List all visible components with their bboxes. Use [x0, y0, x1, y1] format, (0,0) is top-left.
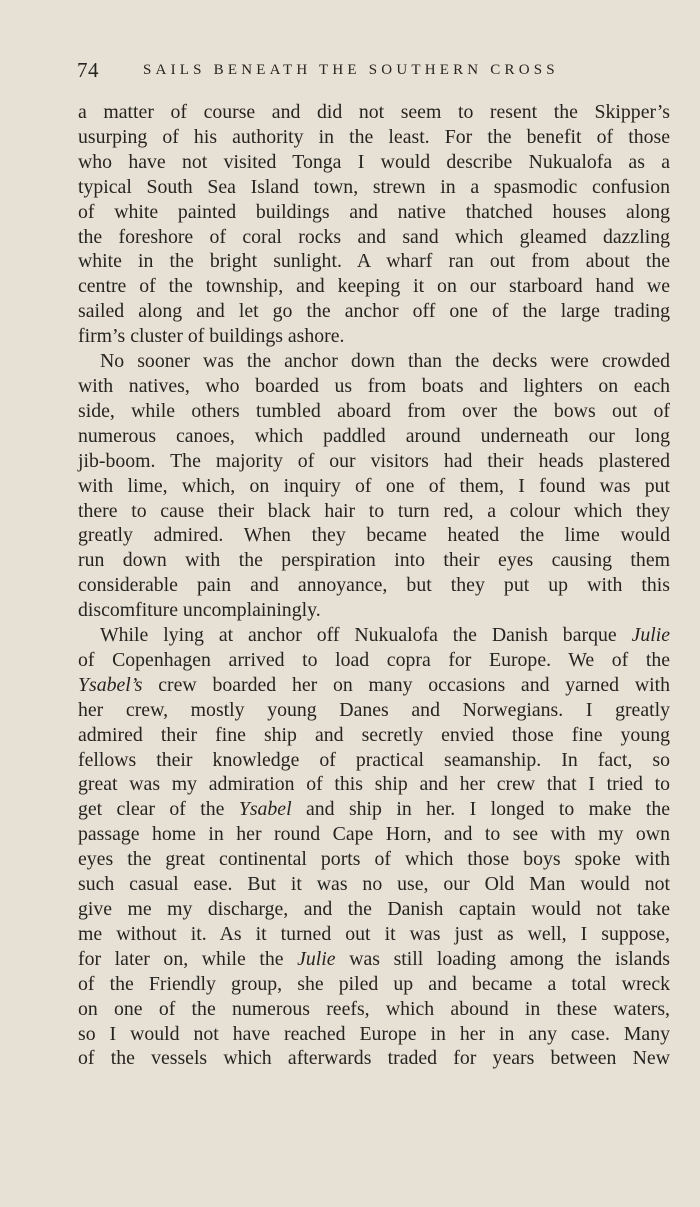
text-line: of the vessels which afterwards traded for years between New: [78, 1047, 670, 1070]
text-line: centre of the township, and keeping it on our starboard hand we: [78, 275, 670, 298]
text-run: crew boarded her on many occasions and yarned with: [142, 673, 670, 696]
text-run: While lying at anchor off Nukualofa the Danish barque: [100, 624, 632, 647]
text-line: such casual ease. But it was no use, our Old Man would not: [78, 873, 670, 896]
text-line: with natives, who boarded us from boats and lighters on each: [78, 374, 670, 397]
text-line: numerous canoes, which paddled around underneath our long: [78, 424, 670, 447]
text-run: and ship in her. I longed to make the: [291, 798, 671, 821]
body-text: [78, 100, 670, 1071]
running-head: SAILS BENEATH THE SOUTHERN CROSS: [143, 62, 559, 78]
text-line: her crew, mostly young Danes and Norwegians. I greatly: [78, 698, 670, 721]
text-run: get clear of the: [78, 798, 239, 821]
text-line: typical South Sea Island town, strewn in a spasmodic confusion: [78, 175, 670, 198]
text-line: give me my discharge, and the Danish captain would not take: [78, 898, 670, 920]
text-line: sailed along and let go the anchor off one of the large trading: [78, 300, 670, 323]
text-line: there to cause their black hair to turn red, a colour which they: [78, 499, 670, 522]
ship-name: Julie: [631, 624, 670, 647]
text-line: great was my admiration of this ship and her crew that I tried to: [78, 773, 670, 796]
text-line: fellows their knowledge of practical seamanship. In fact, so: [78, 748, 670, 771]
text-run: for later on, while the: [78, 947, 298, 970]
text-line: with lime, which, on inquiry of one of them, I found was put: [78, 474, 670, 497]
ship-name: Ysabel’s: [78, 673, 143, 696]
text-line: passage home in her round Cape Horn, and to see with my own: [78, 823, 670, 846]
text-line: eyes the great continental ports of which those boys spoke with: [78, 848, 670, 871]
text-line: considerable pain and annoyance, but they put up with this: [78, 574, 670, 597]
ship-name: Ysabel: [238, 798, 292, 821]
ship-name: Julie: [297, 947, 336, 970]
text-line: [78, 947, 670, 972]
text-line: run down with the perspiration into their eyes causing them: [78, 549, 670, 572]
text-line: firm’s cluster of buildings ashore.: [78, 325, 345, 348]
text-line: [78, 797, 670, 822]
text-line: side, while others tumbled aboard from over the bows out of: [78, 399, 670, 422]
text-line: me without it. As it turned out it was just as well, I suppose,: [78, 922, 670, 945]
text-line: the foreshore of coral rocks and sand which gleamed dazzling: [78, 225, 670, 248]
page-number: 74: [77, 58, 99, 82]
text-line: so I would not have reached Europe in her in any case. Many: [78, 1022, 670, 1045]
text-line: usurping of his authority in the least. For the benefit of those: [78, 125, 670, 148]
text-run: was still loading among the islands: [335, 947, 670, 970]
text-line: jib-boom. The majority of our visitors had their heads plastered: [78, 449, 670, 472]
text-line: No sooner was the anchor down than the decks were crowded: [100, 350, 670, 373]
text-line: [78, 623, 670, 648]
text-line: discomfiture uncomplainingly.: [78, 599, 321, 622]
text-line: on one of the numerous reefs, which abound in these waters,: [78, 997, 670, 1020]
text-line: [78, 673, 670, 698]
text-line: a matter of course and did not seem to resent the Skipper’s: [78, 101, 670, 123]
text-line: who have not visited Tonga I would describe Nukualofa as a: [78, 150, 670, 173]
text-line: of the Friendly group, she piled up and became a total wreck: [78, 972, 670, 995]
page-header: [77, 58, 647, 88]
text-line: white in the bright sunlight. A wharf ran out from about the: [78, 250, 670, 273]
text-line: of white painted buildings and native thatched houses along: [78, 200, 670, 223]
text-line: of Copenhagen arrived to load copra for Europe. We of the: [78, 648, 670, 671]
text-line: admired their fine ship and secretly envied those fine young: [78, 723, 670, 746]
text-line: greatly admired. When they became heated the lime would: [78, 524, 670, 547]
